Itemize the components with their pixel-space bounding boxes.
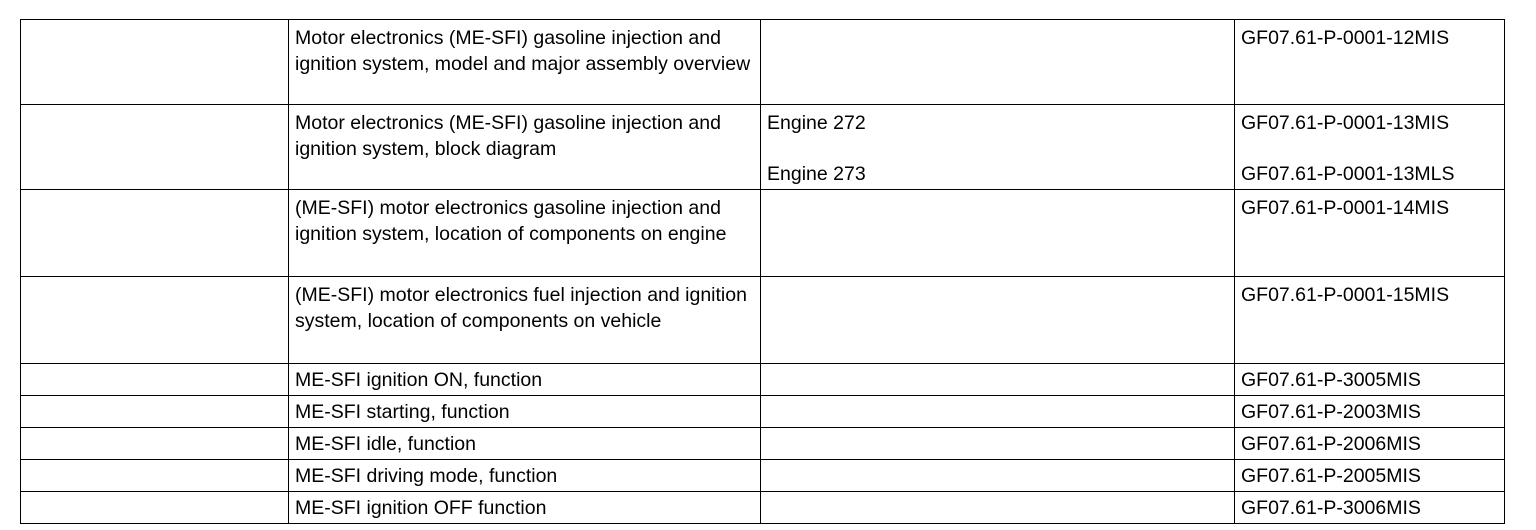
table-row — [21, 190, 1505, 277]
model-cell — [761, 364, 1235, 396]
description-cell — [289, 428, 761, 460]
description-cell — [289, 460, 761, 492]
model-cell — [761, 20, 1235, 105]
document-cell — [1235, 277, 1505, 364]
blank-cell — [21, 492, 289, 524]
document-number: GF07.61-P-0001-14MIS — [1241, 197, 1450, 219]
blank-cell — [21, 364, 289, 396]
description-text: (ME-SFI) motor electronics gasoline injection and ignition system, location of components on engine — [295, 197, 727, 245]
description-cell — [289, 364, 761, 396]
document-cell — [1235, 492, 1505, 524]
document-number: GF07.61-P-3005MIS — [1241, 369, 1421, 391]
document-number: GF07.61-P-2006MIS — [1241, 433, 1421, 455]
model-cell — [761, 460, 1235, 492]
document-cell — [1235, 364, 1505, 396]
model-cell — [761, 428, 1235, 460]
document-cell — [1235, 105, 1505, 190]
description-text: (ME-SFI) motor electronics fuel injection and ignition system, location of components on vehicle — [295, 284, 747, 332]
document-table — [20, 19, 1505, 524]
document-number: GF07.61-P-0001-15MIS — [1241, 284, 1450, 306]
description-cell — [289, 492, 761, 524]
description-text: ME-SFI driving mode, function — [295, 465, 558, 487]
description-cell — [289, 396, 761, 428]
table-row — [21, 364, 1505, 396]
description-text: Motor electronics (ME-SFI) gasoline injection and ignition system, block diagram — [295, 112, 721, 160]
table-body — [21, 20, 1505, 524]
description-text: Motor electronics (ME-SFI) gasoline injection and ignition system, model and major assembly overview — [295, 27, 751, 75]
document-number: GF07.61-P-2005MIS — [1241, 465, 1421, 487]
blank-cell — [21, 190, 289, 277]
table-row — [21, 492, 1505, 524]
model-cell — [761, 277, 1235, 364]
model-label: Engine 273 — [767, 162, 866, 185]
description-text: ME-SFI idle, function — [295, 433, 476, 455]
blank-cell — [21, 105, 289, 190]
document-cell — [1235, 20, 1505, 105]
document-number: GF07.61-P-0001-13MLS — [1241, 162, 1455, 185]
description-cell — [289, 277, 761, 364]
document-cell — [1235, 460, 1505, 492]
document-number: GF07.61-P-3006MIS — [1241, 497, 1421, 519]
blank-cell — [21, 428, 289, 460]
table-row — [21, 105, 1505, 190]
description-cell — [289, 20, 761, 105]
table-row — [21, 428, 1505, 460]
blank-cell — [21, 20, 289, 105]
document-number: GF07.61-P-2003MIS — [1241, 401, 1421, 423]
table-row — [21, 277, 1505, 364]
document-cell — [1235, 428, 1505, 460]
blank-cell — [21, 460, 289, 492]
description-text: ME-SFI ignition OFF function — [295, 497, 547, 519]
model-cell — [761, 396, 1235, 428]
document-number: GF07.61-P-0001-13MIS — [1241, 112, 1450, 134]
model-label: Engine 272 — [767, 112, 866, 134]
description-text: ME-SFI ignition ON, function — [295, 369, 543, 391]
model-cell — [761, 190, 1235, 277]
document-cell — [1235, 190, 1505, 277]
document-cell — [1235, 396, 1505, 428]
model-cell — [761, 105, 1235, 190]
description-cell — [289, 105, 761, 190]
blank-cell — [21, 277, 289, 364]
description-cell — [289, 190, 761, 277]
description-text: ME-SFI starting, function — [295, 401, 510, 423]
table-row — [21, 396, 1505, 428]
document-number: GF07.61-P-0001-12MIS — [1241, 27, 1450, 49]
model-cell — [761, 492, 1235, 524]
blank-cell — [21, 396, 289, 428]
table-row — [21, 460, 1505, 492]
table-row — [21, 20, 1505, 105]
